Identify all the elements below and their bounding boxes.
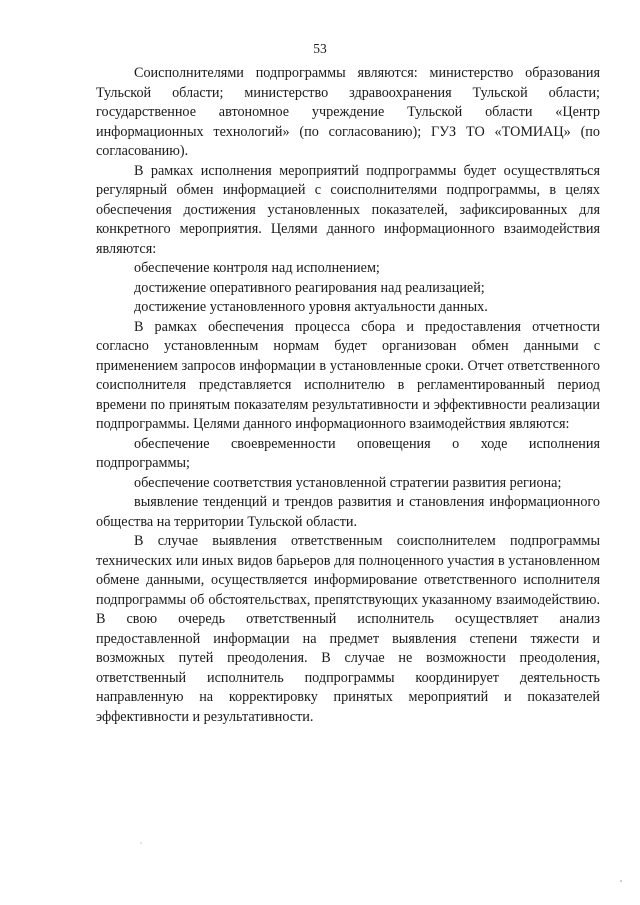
paragraph-information-exchange: В рамках исполнения мероприятий подпрограммы будет осуществляться регулярный обмен информацией с соисполнителями подпрограммы, в целях обеспечения достижения установленных показателей, зафиксированных для конкретного мероприятия. Целями данного информационного взаимодействия являются: [96, 162, 600, 257]
scan-speck [140, 842, 142, 844]
list-item-control: обеспечение контроля над исполнением; [134, 260, 380, 276]
scan-speck [620, 880, 622, 882]
list-item-timeliness: обеспечение своевременности оповещения о ходе исполнения подпрограммы; [96, 435, 600, 471]
list-item-response: достижение оперативного реагирования над реализацией; [134, 279, 485, 296]
list-item-relevance: достижение установленного уровня актуальности данных. [134, 299, 488, 315]
list-item-strategy: обеспечение соответствия установленной стратегии развития региона; [134, 474, 562, 491]
paragraph-co-executors: Соисполнителями подпрограммы являются: министерство образования Тульской области; министерство здравоохранения Тульской области; государственное автономное учреждение Тульской области «Центр информационных технологий» (по согласованию); ГУЗ ТО «ТОМИАЦ» (по согласованию). [96, 65, 600, 159]
page-number: 53 [313, 41, 327, 56]
paragraph-reporting: В рамках обеспечения процесса сбора и предоставления отчетности согласно установленным нормам будет организован обмен данными с применением запросов информации в установленные сроки. Отчет ответственного соисполнителя представляется исполнителю в регламентированный период времени по принятым показателям результативности и эффективности реализации подпрограммы. Целями данного информационного взаимодействия являются: [96, 318, 600, 432]
document-body [96, 64, 600, 727]
paragraph-barriers: В случае выявления ответственным соисполнителем подпрограммы технических или иных видов барьеров для полноценного участия в установленном обмене данными, осуществляется информирование ответственного исполнителя подпрограммы об обстоятельствах, препятствующих указанному взаимодействию. В свою очередь ответственный исполнитель осуществляет анализ предоставленной информации на предмет выявления степени тяжести и возможных путей преодоления. В случае не возможности преодоления, ответственный исполнитель подпрограммы координирует деятельность направленную на корректировку принятых мероприятий и показателей эффективности и результативности. [96, 533, 600, 725]
list-item-trends: выявление тенденций и трендов развития и становления информационного общества на территории Тульской области. [96, 494, 600, 530]
